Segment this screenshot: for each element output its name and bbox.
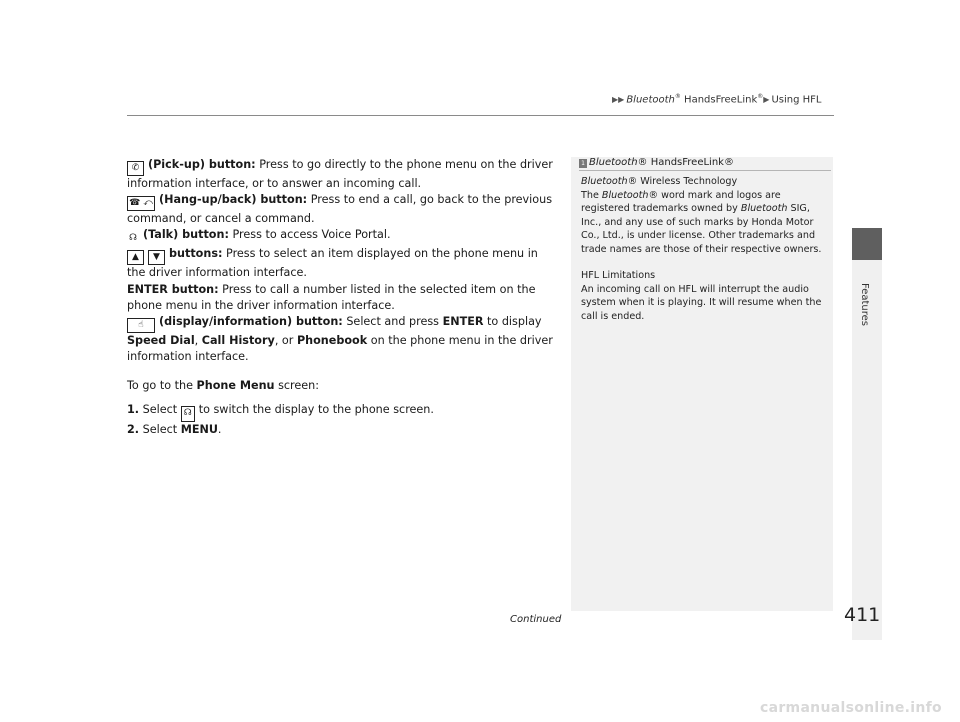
menu-label: MENU	[180, 422, 218, 436]
note-heading	[579, 157, 734, 168]
breadcrumb-bluetooth: Bluetooth	[626, 94, 675, 106]
step-number: 2.	[127, 422, 140, 436]
page-number: 411	[844, 604, 881, 626]
breadcrumb-using-hfl: Using HFL	[771, 94, 822, 106]
note-number-badge: 1	[579, 159, 587, 168]
note-text: The	[581, 189, 599, 201]
step-1	[127, 402, 557, 422]
display-comma: ,	[194, 334, 199, 348]
up-arrow-icon: ▲	[127, 250, 144, 265]
pickup-phone-icon: ✆	[127, 161, 144, 176]
note-head-rest: ® HandsFreeLink®	[637, 157, 734, 168]
hangup-label: (Hang-up/back) button:	[159, 193, 308, 207]
note-italic: Bluetooth	[601, 189, 649, 201]
display-text1: Select and press	[346, 315, 439, 329]
step-number: 1.	[127, 402, 140, 416]
step-text: Select	[142, 402, 178, 416]
pickup-paragraph	[127, 157, 557, 192]
note-p3: HFL Limitations	[581, 270, 656, 281]
arrows-label: buttons:	[169, 247, 223, 261]
breadcrumb-handsfreelink: HandsFreeLink	[684, 94, 758, 106]
note-p4: An incoming call on HFL will interrupt the audio system when it is playing. It will resume when the call is ended.	[581, 283, 822, 322]
hangup-paragraph	[127, 192, 557, 227]
display-text2: to display	[487, 315, 542, 329]
talk-icon: ☊	[127, 232, 139, 246]
pickup-label: (Pick-up) button:	[148, 158, 256, 171]
note-head-bluetooth: Bluetooth	[589, 157, 638, 168]
hangup-phone-icon: ☎ ⤺	[127, 196, 155, 211]
arrows-text: Press to select an item displayed on the phone menu in the driver information interface.	[127, 247, 538, 280]
note-p2	[581, 189, 831, 257]
reg-mark: ®	[757, 93, 764, 100]
step-text: to switch the display to the phone screen.	[198, 402, 434, 416]
goto-text2: screen:	[278, 379, 320, 393]
enter-paragraph	[127, 282, 557, 314]
step-text: .	[217, 422, 222, 436]
section-tab-marker	[852, 228, 882, 260]
breadcrumb	[612, 93, 821, 105]
step-text: Select	[142, 422, 178, 436]
note-text: ® word mark and logos are registered trademarks owned by	[581, 189, 781, 214]
note-text: ® Wireless Technology	[627, 176, 738, 187]
display-text3: on the phone menu in the driver information interface.	[127, 334, 553, 364]
goto-paragraph	[127, 378, 557, 394]
header-rule	[127, 115, 834, 116]
phone-menu-label: Phone Menu	[196, 379, 275, 393]
talk-text: Press to access Voice Portal.	[232, 228, 391, 242]
main-content	[127, 157, 557, 438]
down-arrow-icon: ▼	[148, 250, 165, 265]
section-tab-label: Features	[859, 283, 870, 326]
breadcrumb-arrow-icon: ▶	[763, 95, 770, 105]
note-body	[581, 175, 831, 323]
enter-text: Press to call a number listed in the selected item on the phone menu in the driver information interface.	[127, 282, 536, 312]
call-history-label: Call History	[201, 334, 275, 348]
display-paragraph	[127, 314, 557, 365]
continued-label: Continued	[510, 614, 562, 625]
talk-label: (Talk) button:	[143, 228, 229, 242]
speed-dial-label: Speed Dial	[127, 334, 195, 348]
watermark: carmanualsonline.info	[760, 700, 942, 716]
pickup-text: Press to go directly to the phone menu on the driver information interface, or to answer an incoming call.	[127, 158, 553, 190]
goto-text1: To go to the	[127, 379, 193, 393]
phonebook-label: Phonebook	[296, 334, 368, 348]
note-divider	[579, 170, 831, 171]
enter-label: ENTER button:	[127, 282, 219, 296]
note-text: SIG, Inc., and any use of such marks by Honda Motor Co., Ltd., is under license. Other trademarks and trade names are those of their respective owners.	[581, 203, 822, 255]
reg-mark: ®	[674, 93, 681, 100]
step-2	[127, 422, 557, 438]
note-italic: Bluetooth	[581, 176, 628, 187]
phone-screen-icon: ☊	[181, 406, 195, 422]
arrows-paragraph	[127, 246, 557, 281]
display-or: , or	[274, 334, 294, 348]
hangup-text: Press to end a call, go back to the previous command, or cancel a command.	[127, 193, 553, 226]
display-info-icon: ☝	[127, 318, 155, 333]
note-p1	[581, 175, 831, 189]
side-note	[571, 157, 833, 611]
display-enter: ENTER	[442, 315, 484, 329]
talk-paragraph	[127, 227, 557, 246]
display-label: (display/information) button:	[159, 315, 343, 329]
breadcrumb-arrow-icon: ▶▶	[612, 95, 625, 105]
note-italic: Bluetooth	[740, 203, 788, 214]
